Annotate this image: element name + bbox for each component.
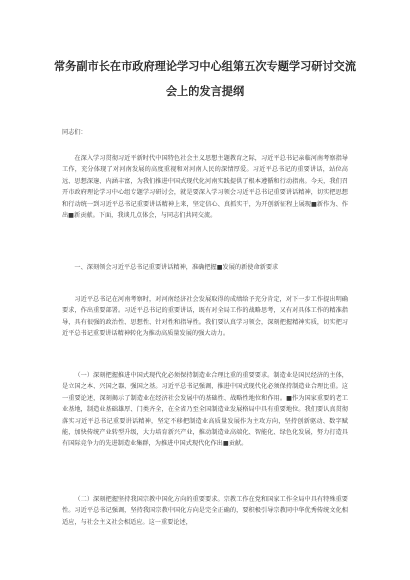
body-paragraph-intro [62, 153, 348, 221]
paragraph: （一）深刻把握推进中国式现代化必须保持制造业合理比重的重要要求。制造业是国民经济的主体，是立国之本、兴国之器、强国之基。习近平总书记强调，推进中国式现代化必须保持制造业合理比重。这一重要论述，深刻揭示了制造业在经济社会发展中的基础性、战略性地位和作用。■作为国家重要的老工业基地，制造业基础雄厚、门类齐全，在全省乃至全国制造业发展格局中具有重要地位。我们要认真贯彻落实习近平总书记重要讲话精神，坚定不移把制造业高质量发展作为主攻方向，坚持创新驱动、数字赋能，加快传统产业转型升级，大力培育新兴产业，推动制造业高端化、智能化、绿色化发展，努力打造具有国际竞争力的先进制造业集群，为推进中国式现代化作出■贡献。 [62, 372, 348, 448]
document-title-line-2: 会上的发言提纲 [165, 84, 245, 98]
paragraph: 在深入学习贯彻习近平新时代中国特色社会主义思想主题教育之际，习近平总书记亲临河南考察指导工作，充分体现了对河南发展的高度重视和对河南人民的深情厚爱。习近平总书记的重要讲话，站位高远、思想深邃、内涵丰富，为我们推进中国式现代化河南实践提供了根本遵循和行动指南。今天，我们召开市政府理论学习中心组专题学习研讨会，就是要深入学习领会习近平总书记重要讲话精神，切实把思想和行动统一到习近平总书记重要讲话精神上来，坚定信心、真抓实干，为开创新征程上展现■新作为、作出■新贡献。下面，我谈几点体会，与同志们共同交流。 [62, 155, 348, 220]
paragraph: 习近平总书记在河南考察时，对河南经济社会发展取得的成绩给予充分肯定，对下一步工作提出明确要求，作出重要部署。习近平总书记的重要讲话，既有对全局工作的战略思考，又有对具体工作的精准指导，具有很强的政治性、思想性、针对性和指导性。我们要认真学习领会，深刻把握精神实质，切实把习近平总书记重要讲话精神转化为推动高质量发展的强大动力。 [62, 296, 348, 338]
body-paragraph-2 [62, 294, 348, 340]
salutation: 同志们： [62, 129, 87, 136]
section-heading: 一、深刻领会习近平总书记重要讲话精神，准确把握■发展的新使命新要求 [74, 264, 279, 271]
paragraph: （二）深刻把握坚持我国宗教中国化方向的重要要求。宗教工作在党和国家工作全局中具有特殊重要性。习近平总书记强调，坚持我国宗教中国化方向是完全正确的，要积极引导宗教同中华优秀传统文化相适应，与社会主义社会相适应。这一重要论述， [62, 496, 348, 526]
body-paragraph-3 [62, 370, 348, 450]
section-heading-1 [62, 262, 348, 273]
document-title-line-1: 常务副市长在市政府理论学习中心组第五次专题学习研讨交流 [53, 59, 357, 73]
salutation-block [62, 127, 348, 138]
body-paragraph-4 [62, 494, 348, 528]
